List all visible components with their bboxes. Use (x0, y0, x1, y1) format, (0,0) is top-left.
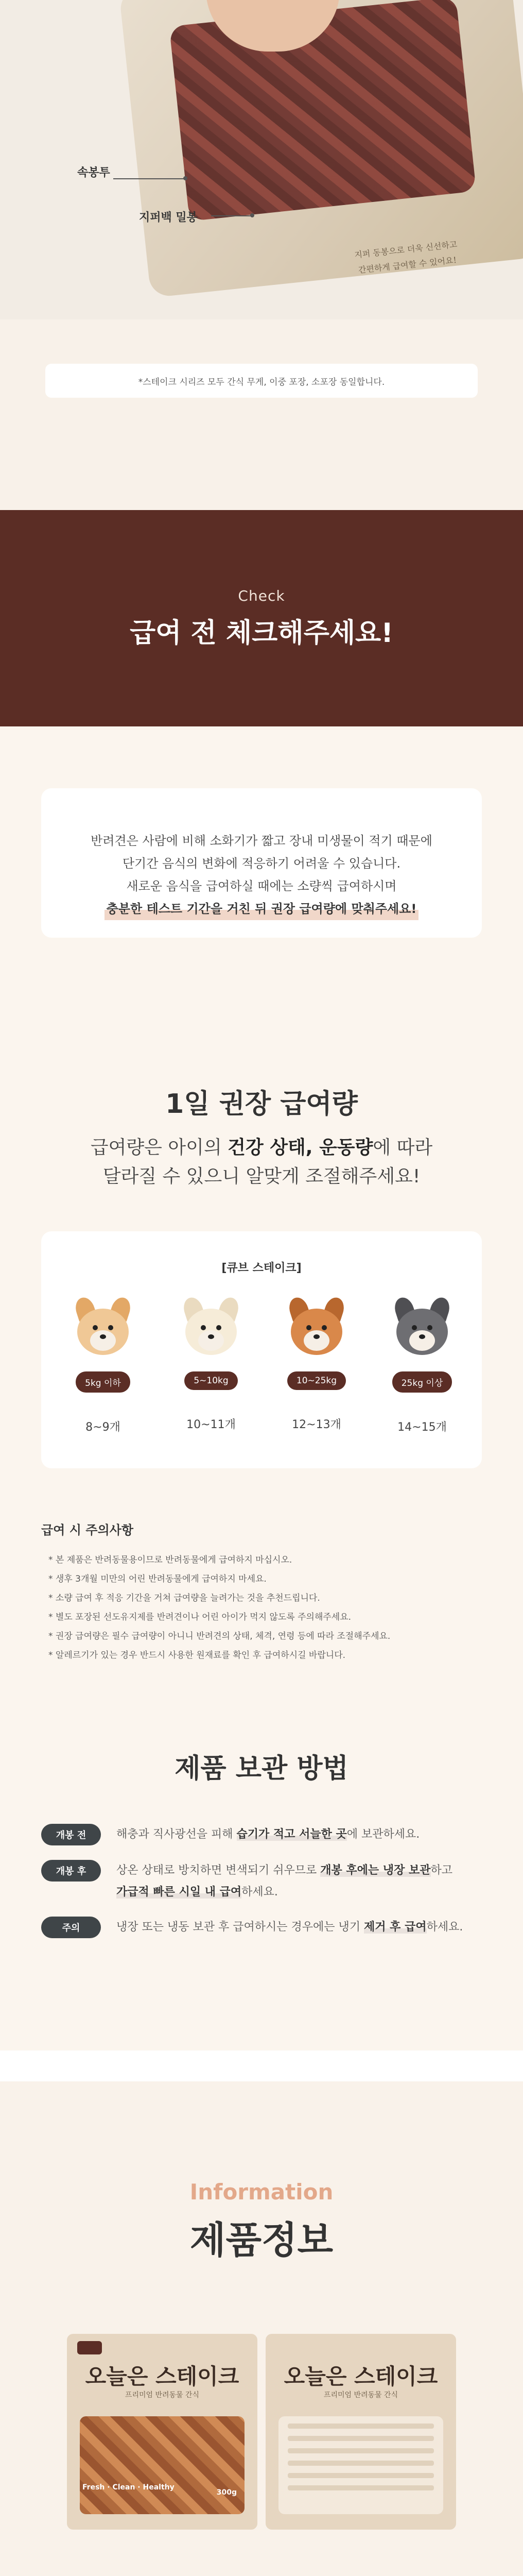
brand-logo (77, 2341, 102, 2354)
storage-text (116, 1917, 463, 1938)
dog-amount-card (41, 1231, 482, 1468)
caution-item: * 생후 3개월 미만의 어린 반려동물에게 급여하지 마세요. (48, 1574, 267, 1584)
weight-pill: 25kg 이상 (392, 1371, 452, 1393)
daily-desc-pre: 급여량은 아이의 (90, 1137, 228, 1158)
storage-tag: 개봉 후 (41, 1860, 101, 1882)
caution-item: * 권장 급여량은 필수 급여량이 아니니 반려견의 상태, 체격, 연령 등에 따라 조절해주세요. (48, 1631, 391, 1641)
storage-row-before-open (41, 1824, 494, 1845)
package-tag-fresh: Fresh (82, 2483, 105, 2492)
feeding-guide-section (0, 726, 523, 2050)
check-header (0, 510, 523, 726)
hero-product-photo (0, 0, 523, 319)
package-name: 오늘은 스테이크 (284, 2364, 438, 2389)
package-subtitle: 프리미엄 반려동물 간식 (125, 2391, 200, 2399)
package-weight: 300g (216, 2488, 237, 2497)
maltese-icon (180, 1293, 242, 1360)
package-name: 오늘은 스테이크 (85, 2364, 239, 2389)
caution-item: * 별도 포장된 선도유지제를 반려견이나 어린 아이가 먹지 않도록 주의해주세요. (48, 1612, 352, 1622)
callout-line-bottom (211, 215, 252, 216)
callout-zipper: 지퍼백 밀봉 (139, 211, 198, 224)
package-tag-healthy: Healthy (143, 2483, 175, 2492)
package-subtitle: 프리미엄 반려동물 간식 (323, 2391, 398, 2399)
advice-line2: 단기간 음식의 변화에 적응하기 어려울 수 있습니다. (122, 856, 401, 871)
storage-text-post-2: 하세요. (241, 1886, 278, 1899)
package-tagline: Fresh · Clean · Healthy (82, 2483, 175, 2492)
storage-text-bold: 개봉 후에는 냉장 보관 (320, 1864, 431, 1877)
pieces-count: 10~11개 (186, 1418, 236, 1431)
advice-card (41, 788, 482, 938)
pieces-count: 8~9개 (85, 1421, 120, 1434)
daily-desc-post: 에 따라 (373, 1137, 433, 1158)
package-front-image (67, 2334, 257, 2530)
storage-text-bold: 제거 후 급여 (364, 1921, 427, 1934)
check-title: 급여 전 체크해주세요! (129, 618, 393, 649)
info-title: 제품정보 (189, 2218, 334, 2262)
weight-pill: 5~10kg (184, 1371, 237, 1390)
caution-item: * 소량 급여 후 적응 기간을 거쳐 급여량을 늘려가는 것을 추천드립니다. (48, 1593, 320, 1603)
caution-list (48, 1551, 491, 1665)
storage-text-pre: 상온 상태로 방치하면 변색되기 쉬우므로 (116, 1864, 321, 1877)
info-eyebrow: Information (189, 2179, 334, 2205)
weight-pill: 5kg 이하 (76, 1371, 130, 1393)
dog-col-xlarge (373, 1293, 471, 1434)
storage-text-pre: 냉장 또는 냉동 보관 후 급여하시는 경우에는 냉기 (116, 1921, 364, 1934)
storage-text-bold: 습기가 적고 서늘한 곳 (236, 1828, 347, 1841)
storage-row-after-open (41, 1860, 494, 1903)
storage-text (116, 1824, 420, 1845)
callout-dot-top (183, 176, 187, 180)
bag-window (169, 0, 477, 221)
beagle-icon (286, 1293, 347, 1360)
storage-text-pre: 해충과 직사광선을 피해 (116, 1828, 237, 1841)
weight-pill: 10~25kg (287, 1371, 346, 1390)
daily-desc-line2: 달라질 수 있으니 알맞게 조절해주세요! (102, 1166, 421, 1187)
storage-tag: 개봉 전 (41, 1824, 101, 1845)
advice-highlight: 충분한 테스트 기간을 거친 뒤 권장 급여량에 맞춰주세요! (104, 897, 419, 920)
storage-title: 제품 보관 방법 (175, 1753, 348, 1784)
advice-line1: 반려견은 사람에 비해 소화기가 짧고 장내 미생물이 적기 때문에 (91, 834, 432, 848)
package-back-label (278, 2416, 443, 2514)
dog-col-large (268, 1293, 365, 1432)
daily-amount-desc (0, 1133, 523, 1191)
dog-col-medium (162, 1293, 260, 1432)
package-window (80, 2416, 245, 2514)
caution-item: * 알레르기가 있는 경우 반드시 사용한 원재료를 확인 후 급여하시길 바랍니다. (48, 1650, 346, 1660)
bag-text-line1: 지퍼 동봉으로 더욱 신선하고 (354, 239, 458, 260)
storage-text-bold-2: 가급적 빠른 시일 내 급여 (116, 1886, 242, 1899)
daily-desc-bold: 건강 상태, 운동량 (228, 1137, 373, 1158)
husky-icon (391, 1293, 453, 1360)
callout-dot-bottom (250, 213, 254, 217)
pieces-count: 14~15개 (397, 1421, 447, 1434)
advice-line3: 새로운 음식을 급여하실 때에는 소량씩 급여하시며 (126, 879, 397, 893)
package-back-image (266, 2334, 456, 2530)
storage-row-caution (41, 1917, 494, 1938)
caution-item: * 본 제품은 반려동물용이므로 반려동물에게 급여하지 마십시오. (48, 1555, 292, 1565)
package-tag-clean: Clean (112, 2483, 135, 2492)
chihuahua-icon (72, 1293, 134, 1360)
dog-col-small (54, 1293, 152, 1434)
section-gap (0, 2050, 523, 2081)
storage-text (116, 1860, 452, 1903)
callout-line-top (113, 178, 185, 179)
notice-section (0, 319, 523, 510)
pieces-count: 12~13개 (292, 1418, 341, 1431)
storage-tag: 주의 (41, 1917, 101, 1938)
check-eyebrow: Check (238, 587, 285, 604)
product-info-section-1 (0, 2081, 523, 2576)
storage-text-post: 하고 (430, 1864, 453, 1877)
daily-amount-title: 1일 권장 급여량 (165, 1089, 358, 1120)
callout-inner-bag: 속봉투 (77, 166, 110, 179)
caution-title: 급여 시 주의사항 (41, 1523, 133, 1537)
storage-text-post: 하세요. (426, 1921, 463, 1934)
dog-card-title: [큐브 스테이크] (221, 1262, 302, 1275)
bag-text-line2: 간편하게 급여할 수 있어요! (358, 255, 457, 275)
notice-pill: *스테이크 시리즈 모두 간식 무게, 이중 포장, 소포장 동일합니다. (45, 364, 478, 398)
storage-text-post: 에 보관하세요. (346, 1828, 420, 1841)
